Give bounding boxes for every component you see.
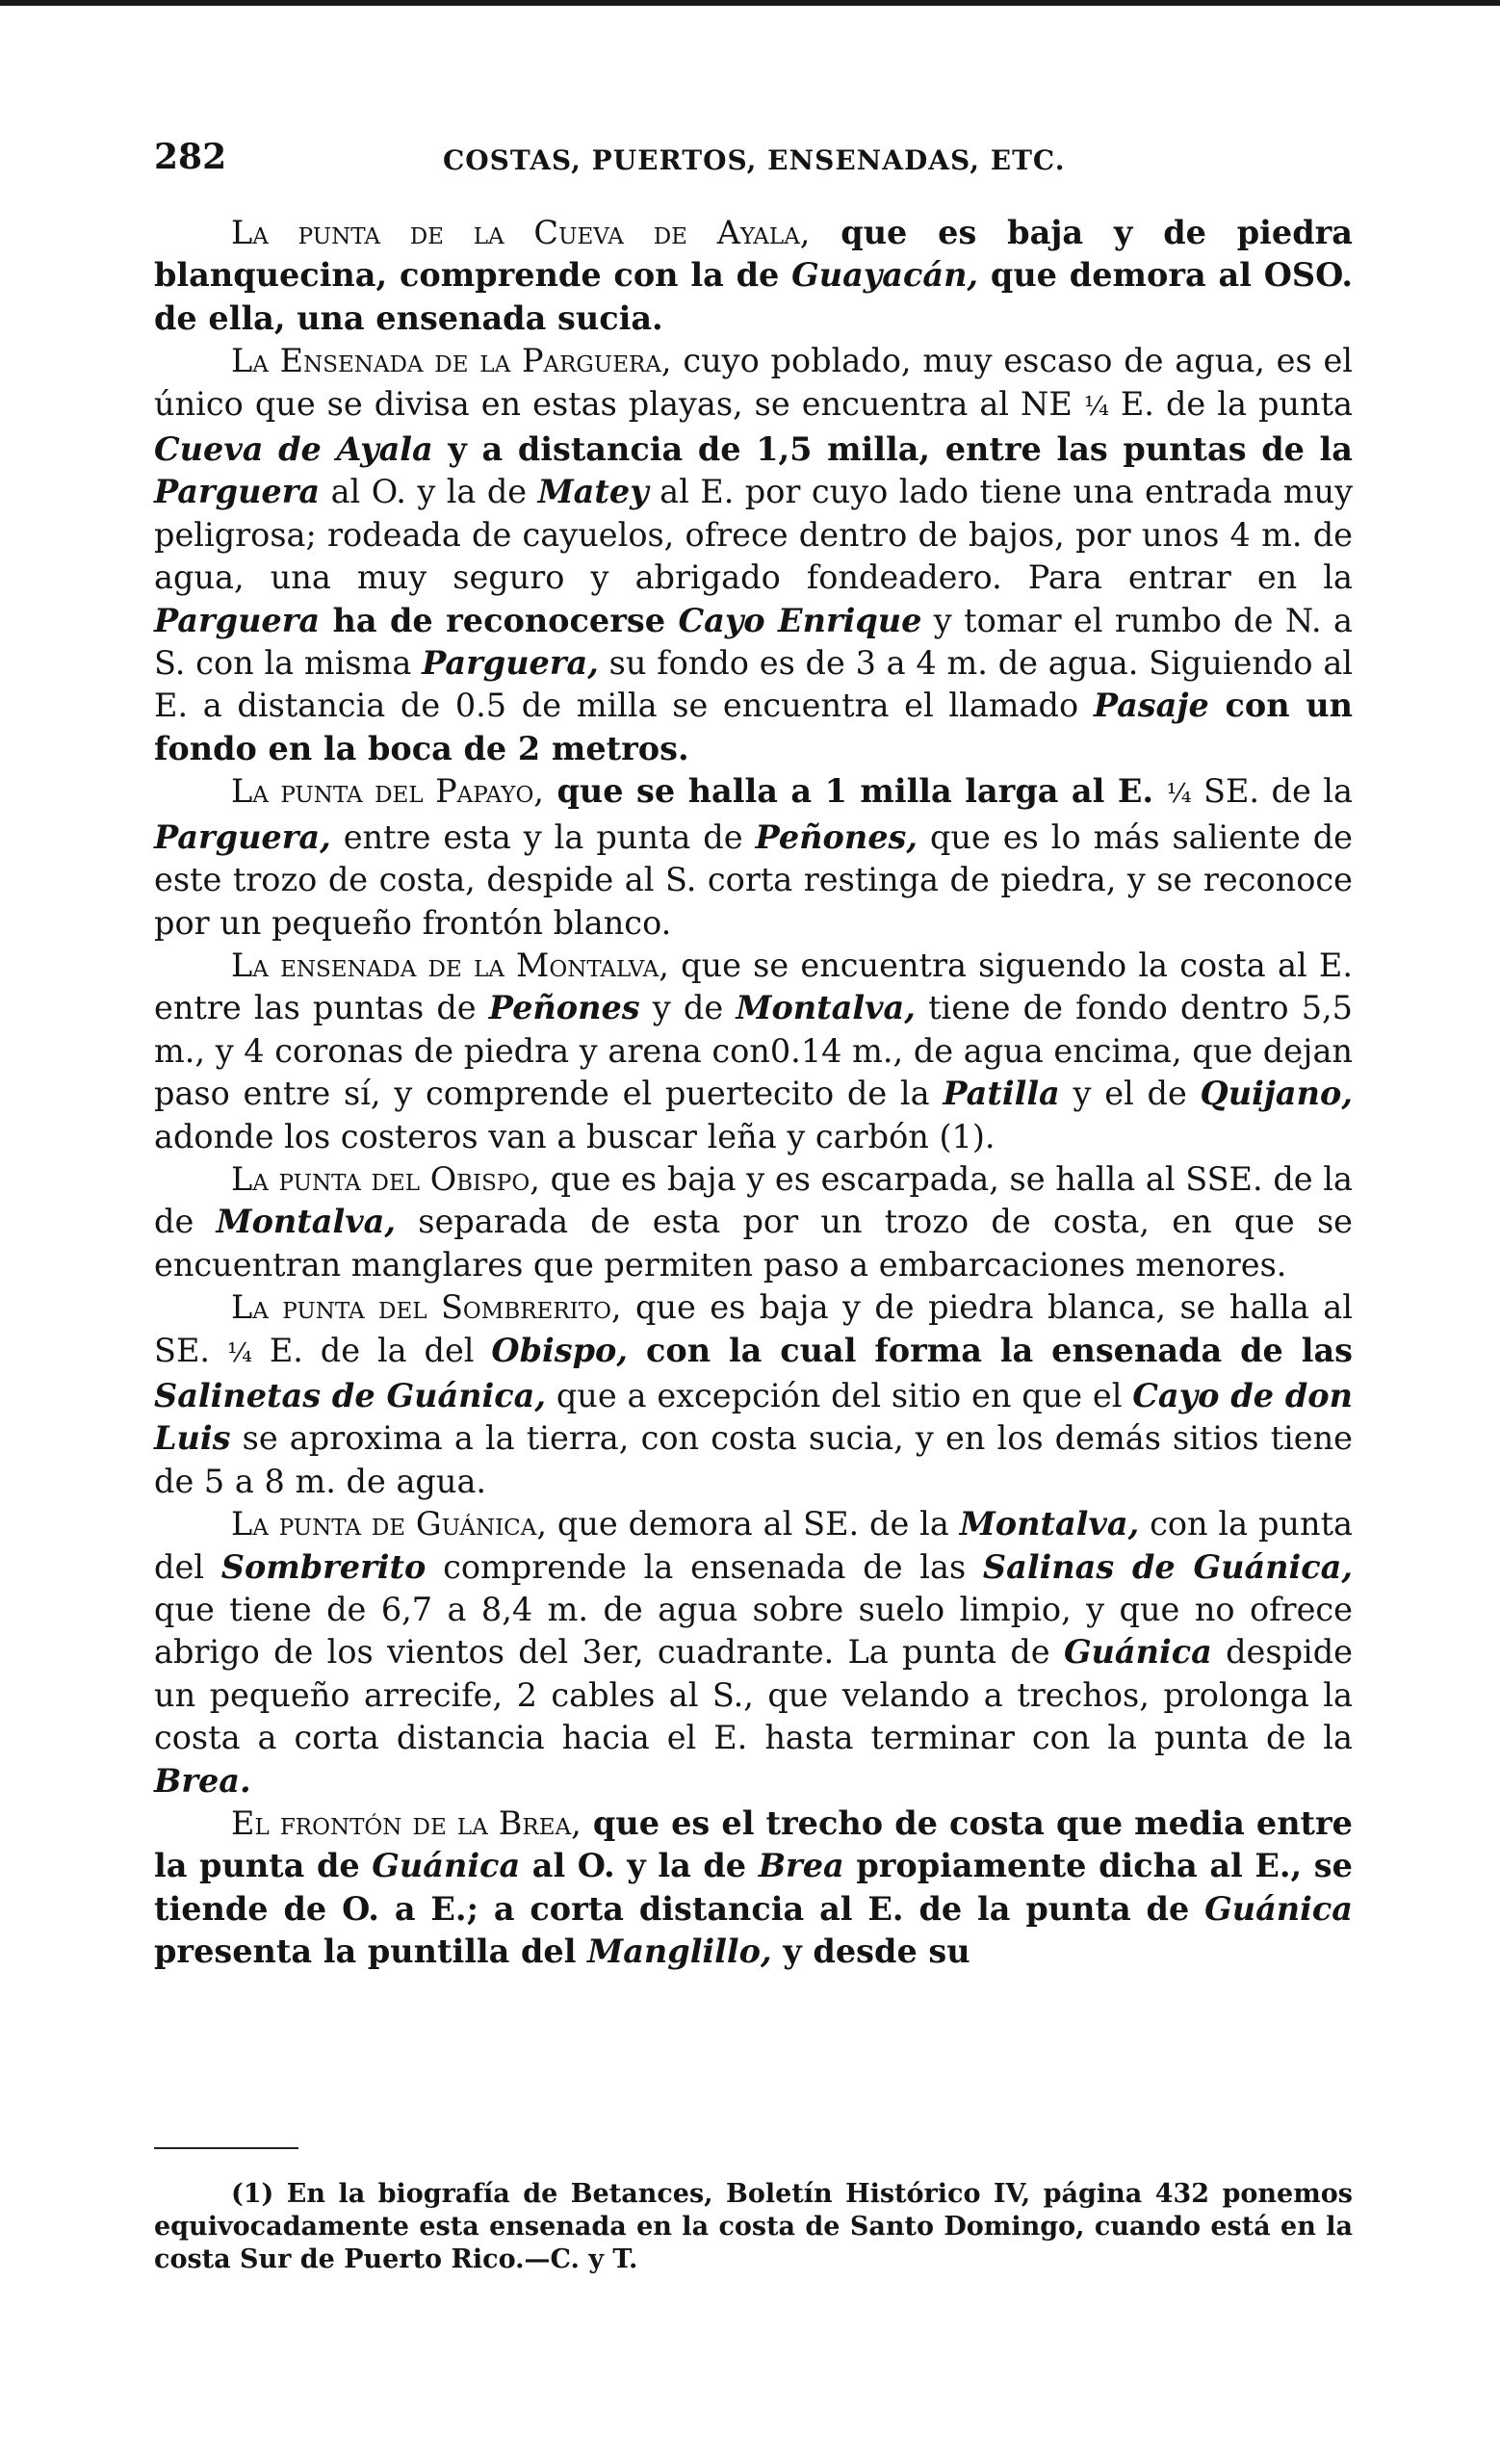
place-name: Parguera, <box>422 644 599 683</box>
place-name: Peñones, <box>755 817 918 856</box>
paragraph-guanica <box>154 1503 1353 1803</box>
text-run: E. de la punta <box>1108 384 1353 423</box>
place-name: Obispo, <box>491 1331 629 1369</box>
text-run: que a excepción del sitio en que el <box>546 1376 1133 1414</box>
paragraph-lead: La punta de la Cueva de Ayala, <box>231 214 811 251</box>
body-text <box>154 212 1353 1974</box>
place-name: Guánica <box>372 1847 521 1885</box>
text-run: comprende la ensenada de las <box>426 1547 983 1586</box>
paragraph-parguera <box>154 340 1353 770</box>
text-run: que demora al SE. de la <box>547 1505 960 1543</box>
text-run: cuyo poblado, muy escaso de agua, es el único que se divisa en estas playas, se encuentra al NE <box>154 342 1353 423</box>
text-run: con la punta del <box>154 1505 1354 1586</box>
place-name: Brea <box>758 1847 844 1885</box>
place-name: Manglillo, <box>587 1932 772 1971</box>
text-run: y de <box>639 989 737 1027</box>
text-run: presenta la puntilla del <box>154 1932 588 1971</box>
place-name: Salinetas de Guánica, <box>154 1376 547 1414</box>
text-run: al E. por cuyo lado tiene una entrada muy peligrosa; rodeada de cayuelos, ofrece dentro de bajos, por unos 4 m. de agua, una muy seguro y abrigado fondeadero. Para entrar en la <box>154 473 1353 597</box>
paragraph-lead: La Ensenada de la Parguera, <box>231 342 672 380</box>
text-run: E. de la del <box>251 1331 492 1369</box>
place-name: Cayo Enrique <box>678 601 922 639</box>
paragraph-obispo <box>154 1158 1353 1286</box>
place-name: Montalva, <box>216 1203 397 1241</box>
text-run: que es el trecho de costa que media entre la punta de <box>154 1804 1353 1885</box>
text-run: adonde los costeros van a buscar leña y carbón (1). <box>154 1117 996 1155</box>
place-name: Patilla <box>943 1075 1060 1113</box>
place-name: Parguera <box>154 601 321 639</box>
footnote-divider <box>154 2147 298 2149</box>
place-name: Peñones <box>488 989 640 1027</box>
page-number: 282 <box>154 137 227 177</box>
text-run: y desde su <box>771 1932 970 1971</box>
text-run: se aproxima a la tierra, con costa sucia, y en los demás sitios tiene de 5 a 8 m. de agua. <box>154 1419 1353 1500</box>
text-run: que es baja y es escarpada, se halla al SSE. de la de <box>154 1159 1353 1241</box>
place-name: Montalva, <box>736 989 916 1027</box>
text-run: y tomar el rumbo de N. a S. con la misma <box>154 601 1354 683</box>
text-run: ha de reconocerse <box>320 601 679 639</box>
place-name: Guánica <box>1063 1633 1212 1672</box>
footnote: (1) En la biografía de Betances, Boletín Histórico IV, página 432 ponemos equivocadamente esta ensenada en la costa de Santo Domingo, cuando está en la costa Sur de Puerto Rico.—C. y T. <box>154 2179 1353 2274</box>
paragraph-cueva-de-ayala <box>154 212 1353 340</box>
place-name: Guayacán, <box>791 256 979 295</box>
place-name: Montalva, <box>959 1505 1140 1543</box>
text-run: su fondo es de 3 a 4 m. de agua. Siguiendo al E. a distancia de 0.5 de milla se encuentra el llamado <box>154 644 1354 725</box>
text-run: que es lo más saliente de este trozo de costa, despide al S. corta restinga de piedra, y se reconoce por un pequeño frontón blanco. <box>154 817 1353 942</box>
text-run: y el de <box>1059 1075 1201 1113</box>
text-run: y a distancia de 1,5 milla, entre las puntas de la <box>432 430 1353 469</box>
text-run: que es baja y de piedra blanca, se halla al SE. <box>154 1288 1353 1369</box>
paragraph-lead: La punta del Papayo, <box>231 772 544 811</box>
text-run: con un fondo en la boca de 2 metros. <box>154 687 1353 767</box>
paragraph-brea <box>154 1803 1353 1974</box>
place-name: Parguera, <box>154 817 331 856</box>
place-name: Quijano, <box>1200 1075 1353 1113</box>
text-run: separada de esta por un trozo de costa, en que se encuentran manglares que permiten paso a embarcaciones menores. <box>154 1203 1353 1284</box>
paragraph-lead: La punta de Guánica, <box>231 1505 548 1543</box>
place-name: Salinas de Guánica, <box>982 1547 1353 1586</box>
text-run: entre esta y la punta de <box>330 817 756 856</box>
running-head: COSTAS, PUERTOS, ENSENADAS, ETC. <box>443 144 1066 176</box>
place-name: Cayo de don Luis <box>154 1376 1353 1458</box>
fraction: ¼ <box>226 1337 252 1368</box>
fraction: ¼ <box>1083 391 1109 422</box>
place-name: Brea. <box>154 1761 251 1800</box>
text-run: con la cual forma la ensenada de las <box>628 1331 1354 1369</box>
text-run: que es baja y de piedra blanquecina, comprende con la de <box>154 214 1353 295</box>
place-name: Pasaje <box>1093 687 1209 725</box>
place-name: Matey <box>537 473 649 511</box>
text-run: que se encuentra siguendo la costa al E. entre las puntas de <box>154 946 1353 1027</box>
text-run: que se halla a 1 milla larga al E. <box>543 772 1167 811</box>
fraction: ¼ <box>1166 779 1192 810</box>
text-run: tiene de fondo dentro 5,5 m., y 4 coronas de piedra y arena con0.14 m., de agua encima, que dejan paso entre sí, y comprende el puertecito de la <box>154 989 1353 1113</box>
place-name: Guánica <box>1204 1889 1353 1928</box>
paragraph-montalva <box>154 945 1353 1158</box>
paragraph-lead: El frontón de la Brea, <box>231 1804 582 1843</box>
text-run: propiamente dicha al E., se tiende de O. a E.; a corta distancia al E. de la punta de <box>154 1847 1353 1928</box>
text-run: al O. y la de <box>520 1847 759 1885</box>
text-run: que demora al OSO. de ella, una ensenada sucia. <box>154 256 1353 337</box>
place-name: Parguera <box>154 473 321 511</box>
text-run: que tiene de 6,7 a 8,4 m. de agua sobre suelo limpio, y que no ofrece abrigo de los vientos del 3er, cuadrante. La punta de <box>154 1591 1353 1672</box>
top-border-line <box>0 0 1500 6</box>
paragraph-lead: La ensenada de la Montalva, <box>231 946 669 984</box>
place-name: Sombrerito <box>220 1547 427 1586</box>
paragraph-papayo <box>154 770 1353 945</box>
paragraph-lead: La punta del Obispo, <box>231 1159 540 1198</box>
page-header <box>154 137 1358 185</box>
paragraph-lead: La punta del Sombrerito, <box>231 1288 622 1327</box>
text-run: SE. de la <box>1191 772 1353 811</box>
text-run: despide un pequeño arrecife, 2 cables al S., que velando a trechos, prolonga la costa a corta distancia hacia el E. hasta terminar con la punta de la <box>154 1633 1353 1757</box>
text-run: al O. y la de <box>320 473 538 511</box>
paragraph-sombrerito <box>154 1286 1353 1503</box>
place-name: Cueva de Ayala <box>154 430 433 469</box>
